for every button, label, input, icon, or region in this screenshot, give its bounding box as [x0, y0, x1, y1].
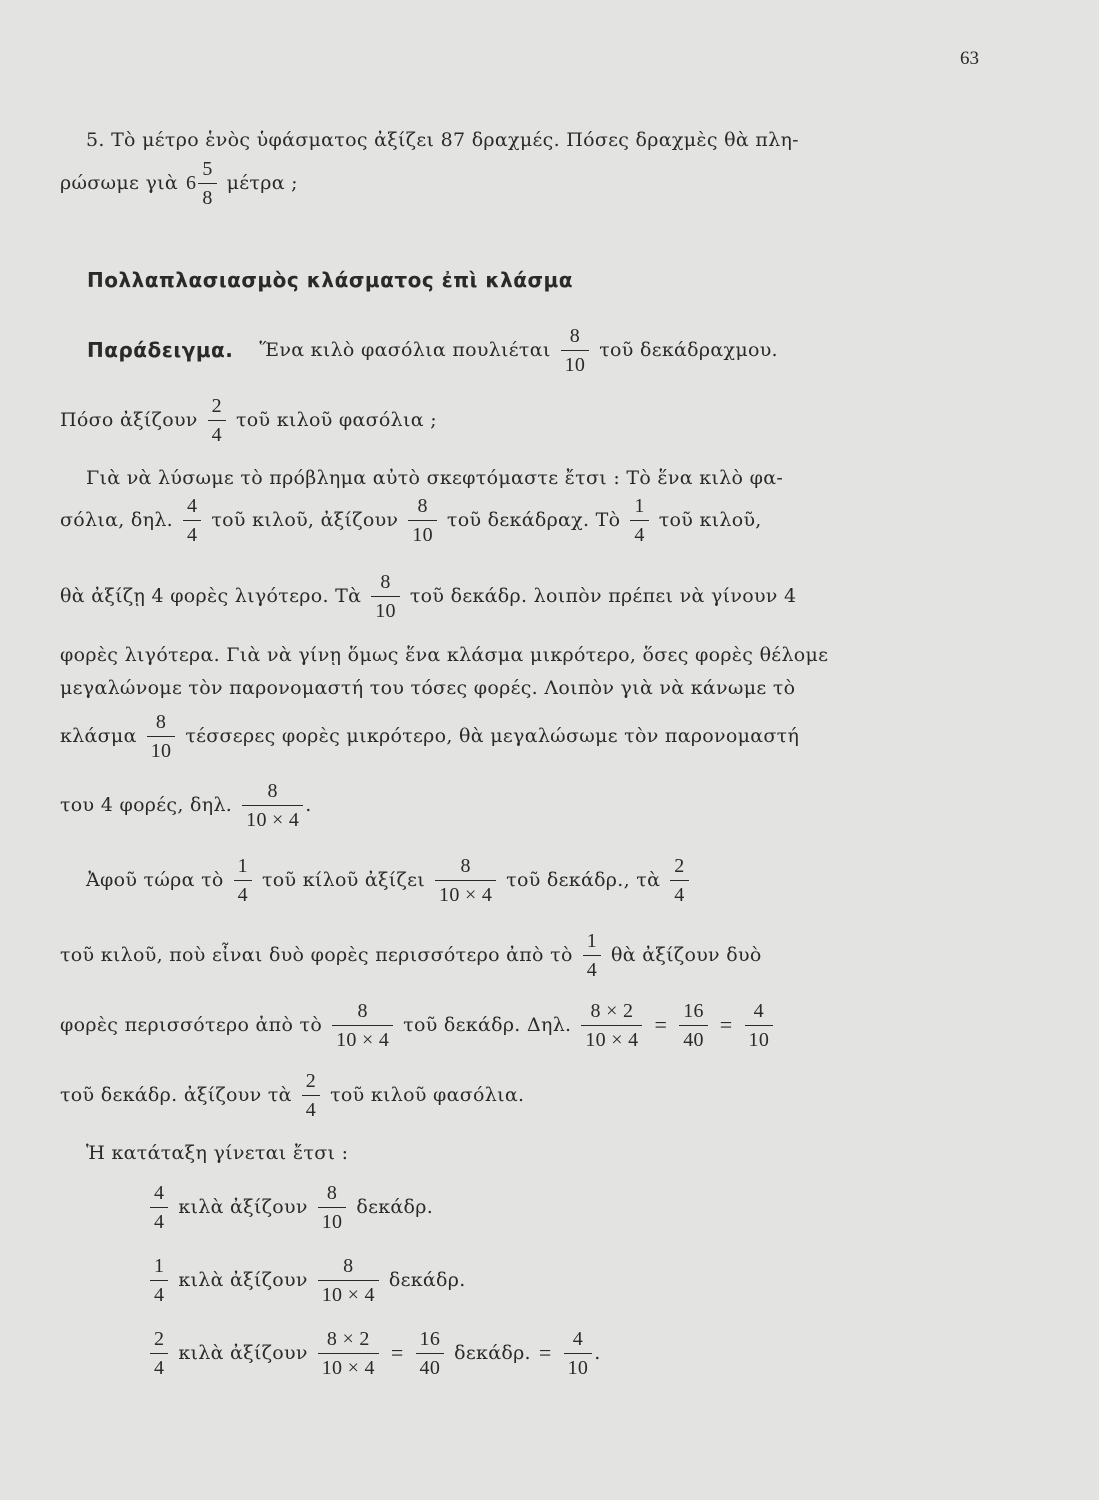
fraction: $\frac{5}{8}$	[198, 159, 216, 208]
para-text: μεγαλώνομε τὸν παρονομαστή του τόσες φορές. Λοιπὸν γιὰ νὰ κάνωμε τὸ	[60, 677, 796, 699]
fraction: $\frac{1}{4}$	[630, 496, 648, 545]
arrangement-text: κιλὰ ἀξίζουν	[178, 1269, 308, 1291]
fraction: $\frac{2}{4}$	[302, 1071, 320, 1120]
mixed-whole: 6	[186, 171, 197, 194]
fraction: $\frac{4}{10}$	[745, 1001, 774, 1050]
then-text: τοῦ κίλοῦ ἀξίζει	[261, 869, 426, 891]
fraction: $\frac{2}{4}$	[670, 856, 688, 905]
fraction: $\frac{8}{10}$	[147, 712, 176, 761]
para-text: τοῦ κιλοῦ, ἀξίζουν	[211, 509, 399, 531]
para-text: θὰ ἀξίζῃ 4 φορὲς λιγότερο. Τὰ	[60, 585, 362, 607]
fraction: $\frac{8 \times 2}{10 \times 4}$	[318, 1329, 379, 1378]
fraction: $\frac{8}{10}$	[408, 496, 437, 545]
fraction: $\frac{4}{4}$	[150, 1183, 168, 1232]
arrangement-text: Ἡ κατάταξη γίνεται ἔτσι :	[86, 1142, 349, 1164]
page-number: 63	[960, 48, 979, 69]
fraction: $\frac{8}{10 \times 4}$	[242, 781, 303, 830]
arrangement-text: κιλὰ ἀξίζουν	[178, 1196, 308, 1218]
fraction: $\frac{8}{10 \times 4}$	[435, 856, 496, 905]
exercise-text: μέτρα ;	[226, 172, 298, 194]
para-text: Γιὰ νὰ λύσωμε τὸ πρόβλημα αὐτὸ σκεφτόμαστε ἔτσι : Τὸ ἕνα κιλὸ φα-	[86, 467, 784, 489]
arrangement-text: δεκάδρ.	[388, 1269, 466, 1291]
equals-sign: =	[719, 1012, 733, 1037]
fraction: $\frac{2}{4}$	[208, 396, 226, 445]
exercise-text: 5. Τὸ μέτρο ἑνὸς ὑφάσματος ἀξίζει 87 δραχμές. Πόσες δραχμὲς θὰ πλη-	[86, 129, 799, 151]
arrangement-text: κιλὰ ἀξίζουν	[178, 1342, 308, 1364]
equals-sign: =	[654, 1012, 668, 1037]
section-title: Πολλαπλασιασμὸς κλάσματος ἐπὶ κλάσμα	[87, 268, 574, 292]
para-text: τοῦ δεκάδρ. λοιπὸν πρέπει νὰ γίνουν 4	[409, 585, 797, 607]
para-text: τοῦ δεκάδραχ. Τὸ	[446, 509, 621, 531]
equals-sign: =	[538, 1340, 552, 1365]
fraction: $\frac{4}{10}$	[564, 1329, 593, 1378]
fraction: $\frac{8}{10}$	[318, 1183, 347, 1232]
para-text: τέσσερες φορὲς μικρότερο, θὰ μεγαλώσωμε τὸν παρονομαστή	[185, 725, 800, 747]
then-text: φορὲς περισσότερο ἀπὸ τὸ	[60, 1014, 323, 1036]
para-text: του 4 φορές, δηλ.	[60, 794, 233, 816]
equals-sign: =	[390, 1340, 404, 1365]
para-text: κλάσμα	[60, 725, 137, 747]
fraction: $\frac{8}{10}$	[561, 326, 590, 375]
example-text: τοῦ δεκάδραχμου.	[599, 339, 778, 361]
fraction: $\frac{8}{10}$	[371, 572, 400, 621]
fraction: $\frac{16}{40}$	[416, 1329, 445, 1378]
then-text: τοῦ δεκάδρ. ἀξίζουν τὰ	[60, 1084, 292, 1106]
fraction: $\frac{1}{4}$	[583, 931, 601, 980]
then-text: θὰ ἀξίζουν δυὸ	[611, 944, 762, 966]
fraction: $\frac{8 \times 2}{10 \times 4}$	[581, 1001, 642, 1050]
fraction: $\frac{2}{4}$	[150, 1329, 168, 1378]
example-label: Παράδειγμα.	[87, 338, 234, 362]
arrangement-text: .	[594, 1342, 601, 1364]
para-text: .	[305, 794, 312, 816]
example-text: Ἕνα κιλὸ φασόλια πουλιέται	[259, 339, 551, 361]
arrangement-text: δεκάδρ.	[454, 1342, 531, 1364]
fraction: $\frac{8}{10 \times 4}$	[318, 1256, 379, 1305]
para-text: τοῦ κιλοῦ,	[658, 509, 762, 531]
exercise-text: ρώσωμε γιὰ	[60, 172, 178, 194]
then-text: τοῦ κιλοῦ φασόλια.	[330, 1084, 525, 1106]
fraction: $\frac{16}{40}$	[679, 1001, 708, 1050]
fraction: $\frac{1}{4}$	[150, 1256, 168, 1305]
question-text: τοῦ κιλοῦ φασόλια ;	[235, 409, 437, 431]
question-text: Πόσο ἀξίζουν	[60, 409, 198, 431]
fraction: $\frac{8}{10 \times 4}$	[332, 1001, 393, 1050]
para-text: σόλια, δηλ.	[60, 509, 174, 531]
fraction: $\frac{4}{4}$	[183, 496, 201, 545]
then-text: τοῦ δεκάδρ. Δηλ.	[403, 1014, 572, 1036]
then-text: Ἀφοῦ τώρα τὸ	[86, 869, 224, 891]
para-text: φορὲς λιγότερα. Γιὰ νὰ γίνῃ ὅμως ἕνα κλάσμα μικρότερο, ὅσες φορὲς θέλομε	[60, 644, 829, 666]
arrangement-text: δεκάδρ.	[356, 1196, 434, 1218]
fraction: $\frac{1}{4}$	[234, 856, 252, 905]
then-text: τοῦ κιλοῦ, ποὺ εἶναι δυὸ φορὲς περισσότερο ἀπὸ τὸ	[60, 944, 573, 966]
then-text: τοῦ δεκάδρ., τὰ	[506, 869, 661, 891]
